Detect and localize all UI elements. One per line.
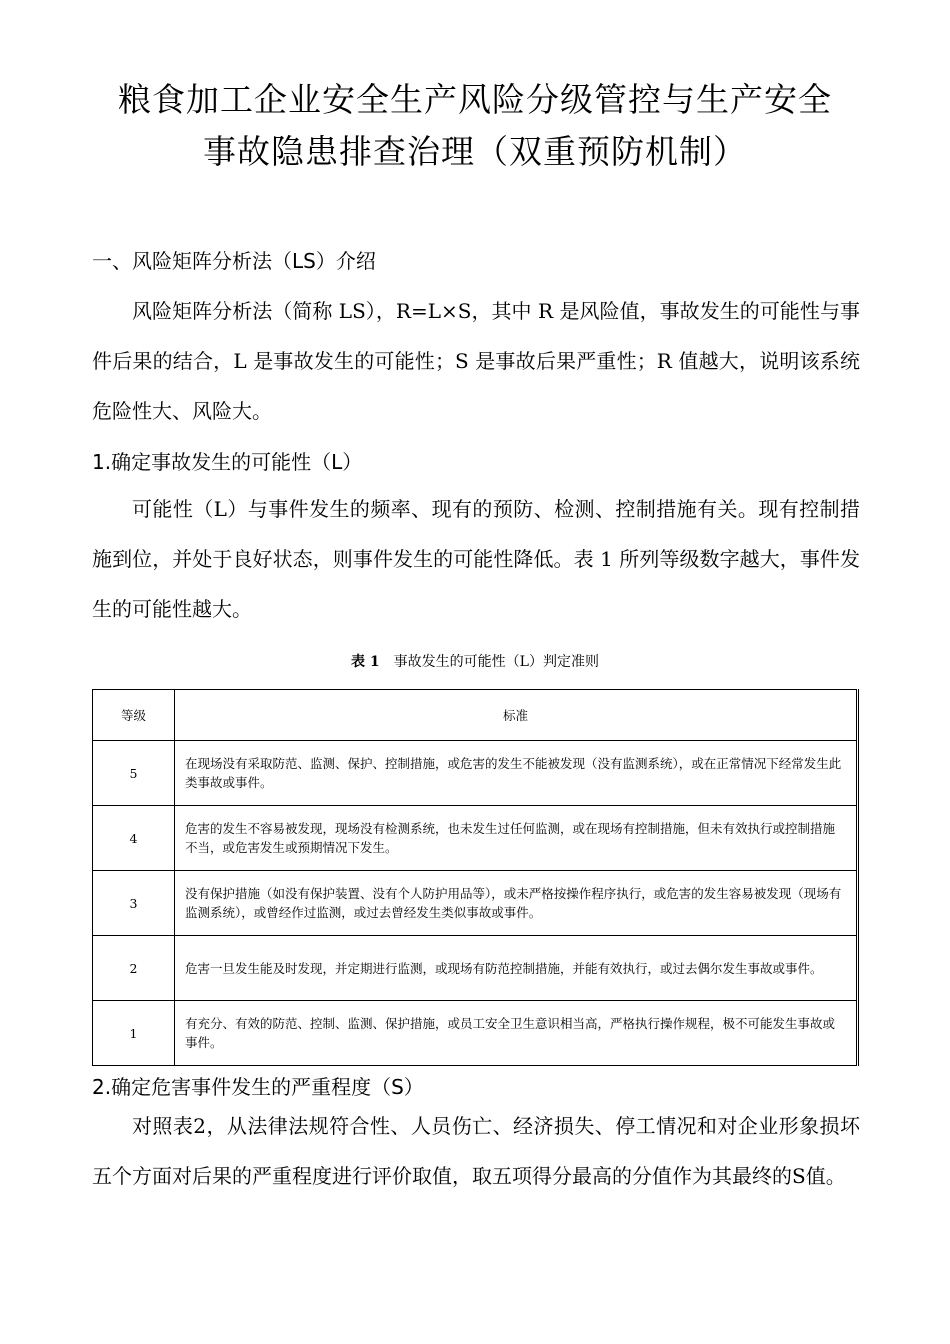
table-cell-level: 1 bbox=[93, 1001, 175, 1066]
document-title-line-2: 事故隐患排查治理（双重预防机制） bbox=[203, 132, 747, 171]
paragraph-severity: 对照表2，从法律法规符合性、人员伤亡、经济损失、停工情况和对企业形象损坏五个方面对后果的严重程度进行评价取值，取五项得分最高的分值作为其最终的S值。 bbox=[92, 1114, 860, 1188]
table-row bbox=[93, 806, 858, 871]
document-title-line-1: 粮食加工企业安全生产风险分级管控与生产安全 bbox=[118, 80, 832, 119]
table-cell-standard: 危害的发生不容易被发现，现场没有检测系统，也未发生过任何监测，或在现场有控制措施，但未有效执行或控制措施不当，或危害发生或预期情况下发生。 bbox=[175, 806, 858, 871]
subheading-likelihood: 1.确定事故发生的可能性（L） bbox=[92, 450, 363, 474]
table-cell-level: 5 bbox=[93, 741, 175, 806]
likelihood-criteria-table bbox=[92, 689, 859, 1066]
table-header-standard: 标准 bbox=[175, 690, 858, 741]
table-row bbox=[93, 741, 858, 806]
table-cell-standard: 在现场没有采取防范、监测、保护、控制措施，或危害的发生不能被发现（没有监测系统），或在正常情况下经常发生此类事故或事件。 bbox=[175, 741, 858, 806]
subheading-severity: 2.确定危害事件发生的严重程度（S） bbox=[92, 1075, 424, 1099]
table-cell-level: 4 bbox=[93, 806, 175, 871]
table-1-caption-text: 事故发生的可能性（L）判定准则 bbox=[393, 654, 599, 670]
table-header-row bbox=[93, 690, 858, 741]
table-row bbox=[93, 936, 858, 1001]
table-1-caption bbox=[92, 652, 858, 672]
table-1-caption-label: 表 1 bbox=[351, 654, 380, 670]
table-cell-standard: 有充分、有效的防范、控制、监测、保护措施，或员工安全卫生意识相当高，严格执行操作规程，极不可能发生事故或事件。 bbox=[175, 1001, 858, 1066]
table-cell-standard: 危害一旦发生能及时发现，并定期进行监测，或现场有防范控制措施，并能有效执行，或过去偶尔发生事故或事件。 bbox=[175, 936, 858, 1001]
paragraph-likelihood: 可能性（L）与事件发生的频率、现有的预防、检测、控制措施有关。现有控制措施到位，并处于良好状态，则事件发生的可能性降低。表 1 所列等级数字越大，事件发生的可能性越大。 bbox=[92, 497, 860, 621]
table-cell-standard: 没有保护措施（如没有保护装置、没有个人防护用品等），或未严格按操作程序执行，或危害的发生容易被发现（现场有监测系统），或曾经作过监测，或过去曾经发生类似事故或事件。 bbox=[175, 871, 858, 936]
table-row bbox=[93, 1001, 858, 1066]
paragraph-ls-intro: 风险矩阵分析法（简称 LS），R=L×S，其中 R 是风险值，事故发生的可能性与事件后果的结合，L 是事故发生的可能性；S 是事故后果严重性；R 值越大，说明该系统危险性大、风险大。 bbox=[92, 299, 860, 423]
table-header-level: 等级 bbox=[93, 690, 175, 741]
table-cell-level: 2 bbox=[93, 936, 175, 1001]
table-row bbox=[93, 871, 858, 936]
table-cell-level: 3 bbox=[93, 871, 175, 936]
section-heading-ls-intro: 一、风险矩阵分析法（LS）介绍 bbox=[92, 249, 376, 273]
